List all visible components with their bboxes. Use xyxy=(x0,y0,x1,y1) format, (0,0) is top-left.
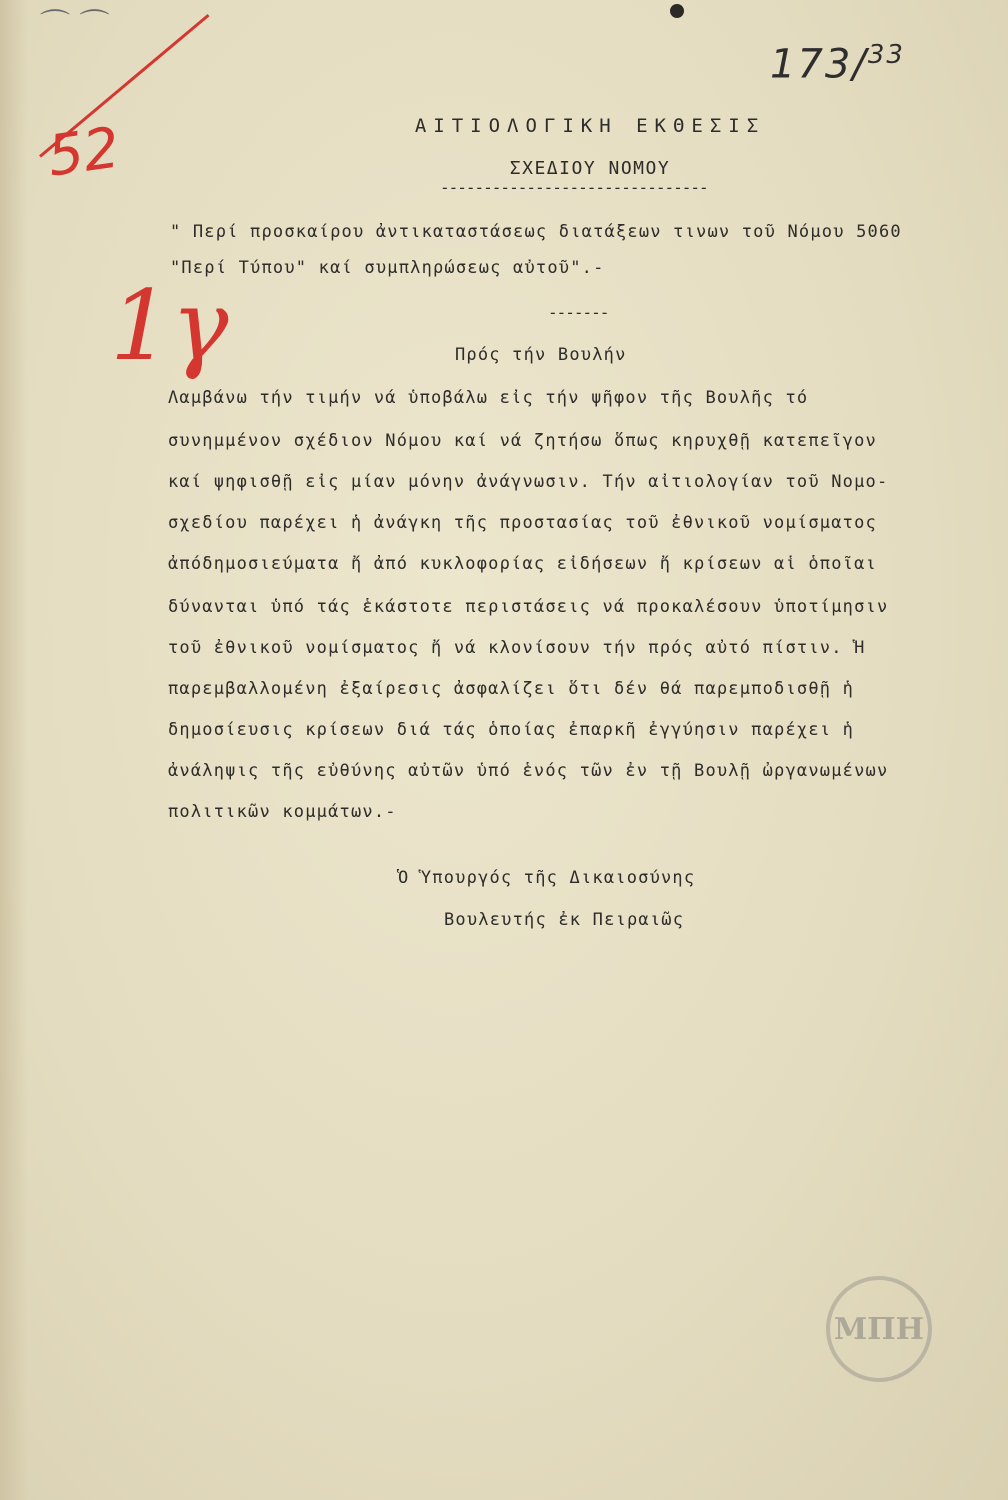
page-edge-shadow xyxy=(0,0,28,1500)
document-title: ΑΙΤΙΟΛΟΓΙΚΗ ΕΚΘΕΣΙΣ xyxy=(414,115,766,137)
subject-divider: ------- xyxy=(548,303,609,322)
subject-line-2: "Περί Τύπου" καί συμπληρώσεως αὐτοῦ".- xyxy=(170,258,605,278)
salutation: Πρός τήν Βουλήν xyxy=(455,345,627,365)
body-line: τοῦ ἐθνικοῦ νομίσματος ἤ νά κλονίσουν τήν πρός αὐτό πίστιν. Ἡ xyxy=(168,638,866,658)
body-line: σχεδίου παρέχει ἡ ἀνάγκη τῆς προστασίας τοῦ ἐθνικοῦ νομίσματος xyxy=(168,513,877,533)
body-line: Λαμβάνω τήν τιμήν νά ὑποβάλω εἰς τήν ψῆφον τῆς Βουλῆς τό xyxy=(168,388,809,408)
body-line: ἀπόδημοσιεύματα ἤ ἀπό κυκλοφορίας εἰδήσεων ἤ κρίσεων αἱ ὁποῖαι xyxy=(168,554,877,574)
pencil-doodle-icon: ⌒ ⌒ xyxy=(40,8,110,43)
archive-number: 173/$^{33}$ xyxy=(770,40,905,88)
archive-number-main: 173 xyxy=(770,41,853,88)
body-line: δύνανται ὑπό τάς ἑκάστοτε περιστάσεις νά προκαλέσουν ὑποτίμησιν xyxy=(168,597,889,617)
body-line: δημοσίευσις κρίσεων διά τάς ὁποίας ἐπαρκῆ ἐγγύησιν παρέχει ἡ xyxy=(168,720,855,740)
archive-seal-stamp xyxy=(826,1276,932,1382)
signature-title: Ὁ Ὑπουργός τῆς Δικαιοσύνης xyxy=(398,868,696,888)
binding-hole xyxy=(670,4,684,18)
red-page-number: 52 xyxy=(43,115,124,190)
title-underline: ------------------------------- xyxy=(440,178,708,197)
archive-number-sub: 33 xyxy=(867,40,905,70)
body-line: παρεμβαλλομένη ἐξαίρεσις ἀσφαλίζει ὅτι δέν θά παρεμποδισθῇ ἡ xyxy=(168,679,855,699)
body-line: ἀνάληψις τῆς εὐθύνης αὐτῶν ὑπό ἑνός τῶν ἐν τῇ Βουλῇ ὠργανωμένων xyxy=(168,761,889,781)
body-line: συνημμένον σχέδιον Νόμου καί νά ζητήσω ὅπως κηρυχθῇ κατεπεῖγον xyxy=(168,431,877,451)
body-line: καί ψηφισθῇ εἰς μίαν μόνην ἀνάγνωσιν. Τήν αἰτιολογίαν τοῦ Νομο- xyxy=(168,472,889,492)
document-subtitle: ΣΧΕΔΙΟΥ ΝΟΜΟΥ xyxy=(509,158,671,179)
seal-text: ΜΠΗ xyxy=(834,1311,924,1347)
signature-subtitle: Βουλευτής ἐκ Πειραιῶς xyxy=(444,910,685,930)
body-line: πολιτικῶν κομμάτων.- xyxy=(168,802,397,822)
subject-line-1: " Περί προσκαίρου ἀντικαταστάσεως διατάξεων τινων τοῦ Νόμου 5060 xyxy=(170,222,902,242)
red-handwritten-mark: 1γ xyxy=(110,270,229,382)
